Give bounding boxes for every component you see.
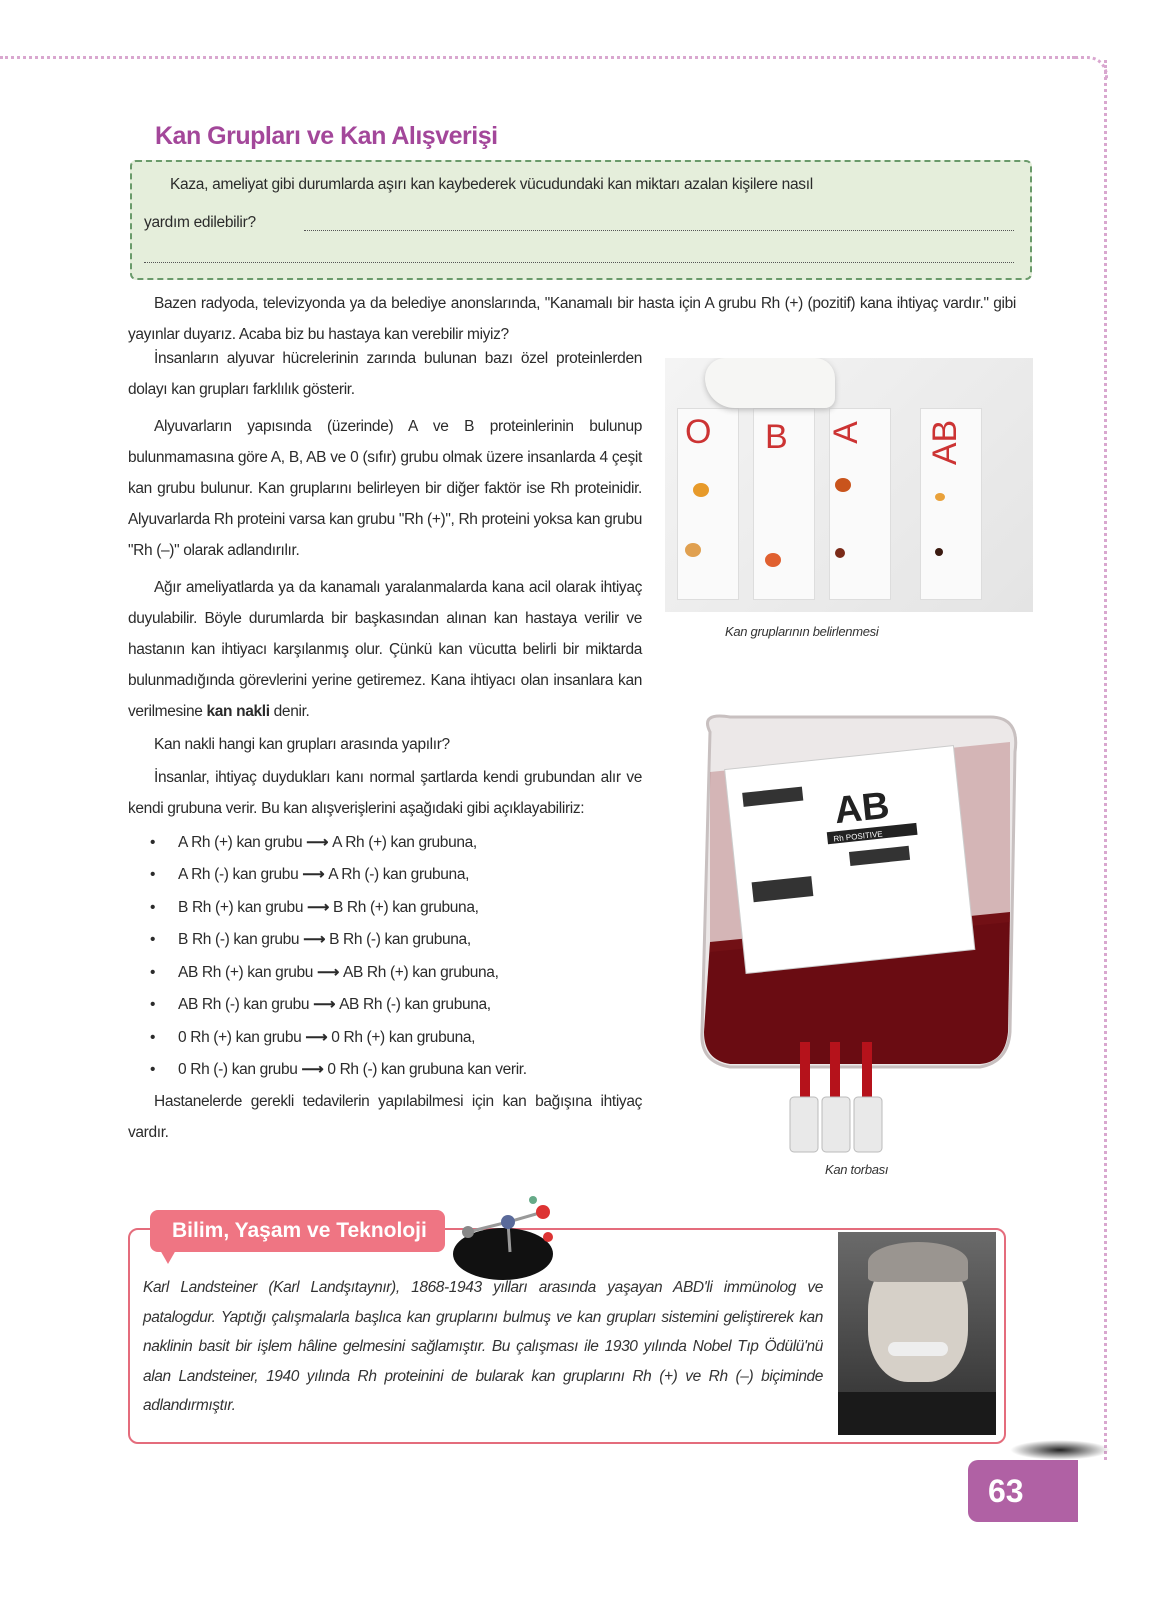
bullet-icon: • — [150, 898, 156, 916]
arrow-right-icon: ⟶ — [313, 996, 336, 1014]
bullet-icon: • — [150, 1061, 156, 1079]
label-a: A — [826, 421, 865, 444]
arrow-right-icon: ⟶ — [317, 963, 339, 981]
donor-group: B Rh (-) kan grubu — [178, 931, 300, 949]
blood-drop — [935, 548, 943, 556]
question-line-1: Kaza, ameliyat gibi durumlarda aşırı kan kaybederek vücudundaki kan miktarı azalan kişilere nasıl — [170, 176, 813, 193]
bullet-icon: • — [150, 833, 156, 851]
donor-group: 0 Rh (+) kan grubu — [178, 1028, 302, 1046]
answer-line[interactable] — [304, 230, 1014, 231]
label-o: O — [685, 413, 712, 451]
closing-paragraph: Hastanelerde gerekli tedavilerin yapılabilmesi için kan bağışına ihtiyaç vardır. — [128, 1093, 642, 1141]
question-line-2: yardım edilebilir? — [144, 214, 256, 231]
label-b: B — [765, 418, 788, 456]
bag-sublabel: Rh POSITIVE — [833, 829, 884, 844]
bold-term: kan nakli — [206, 703, 270, 720]
box-title: Bilim, Yaşam ve Teknoloji — [150, 1210, 445, 1252]
section-title: Kan Grupları ve Kan Alışverişi — [155, 122, 498, 150]
list-intro: İnsanlar, ihtiyaç duydukları kanı normal şartlarda kendi grubundan alır ve kendi grubuna verir. Bu kan alışverişlerini aşağıdaki gibi açıklayabiliriz: — [128, 769, 642, 817]
portrait-mustache — [888, 1342, 948, 1356]
page-border-top — [0, 56, 1075, 59]
intro-paragraph: Bazen radyoda, televizyonda ya da belediye anonslarında, "Kanamalı bir hasta için A grubu Rh (+) (pozitif) kana ihtiyaç vardır." gibi yayınlar duyarız. Acaba biz bu hastaya kan verebilir miyiz? — [128, 295, 1016, 343]
recipient-group: A Rh (-) kan grubuna, — [328, 866, 470, 884]
blood-drop — [835, 478, 851, 492]
arrow-right-icon: ⟶ — [305, 1028, 328, 1046]
label-ab: AB — [926, 419, 965, 466]
arrow-right-icon: ⟶ — [306, 833, 329, 851]
paragraph: İnsanların alyuvar hücrelerinin zarında bulunan bazı özel proteinlerden dolayı kan grupları farklılık gösterir. — [128, 350, 642, 398]
portrait-hair — [868, 1242, 968, 1282]
question-box — [130, 160, 1032, 280]
recipient-group: B Rh (+) kan grubuna, — [332, 898, 479, 916]
donor-group: B Rh (+) kan grubu — [178, 898, 304, 916]
answer-line[interactable] — [144, 262, 1014, 263]
transfusion-item — [128, 826, 642, 859]
blood-bag-photo — [690, 712, 1025, 1157]
donor-group: A Rh (+) kan grubu — [178, 833, 303, 851]
donor-group: AB Rh (-) kan grubu — [178, 996, 310, 1014]
molecule-icon — [448, 1192, 573, 1282]
blood-typing-photo — [665, 358, 1033, 612]
arrow-right-icon: ⟶ — [301, 1061, 324, 1079]
blood-drop — [835, 548, 845, 558]
gloved-hand — [705, 358, 835, 408]
page-border-right — [1104, 60, 1107, 1460]
recipient-group: 0 Rh (+) kan grubuna, — [331, 1028, 476, 1046]
recipient-group: 0 Rh (-) kan grubuna kan verir. — [327, 1061, 527, 1079]
arrow-right-icon: ⟶ — [307, 898, 329, 916]
paragraph — [128, 572, 642, 727]
arrow-right-icon: ⟶ — [303, 931, 326, 949]
tab-shadow — [1010, 1440, 1110, 1460]
transfusion-item — [128, 891, 642, 924]
transfusion-item — [128, 989, 642, 1022]
donor-group: AB Rh (+) kan grubu — [178, 963, 314, 981]
tab-tail — [160, 1250, 176, 1264]
figure1-caption: Kan gruplarının belirlenmesi — [725, 624, 879, 639]
paragraph-suffix: denir. — [269, 703, 310, 720]
donor-group: 0 Rh (-) kan grubu — [178, 1061, 298, 1079]
transfusion-item — [128, 956, 642, 989]
bag-label: AB — [832, 784, 892, 833]
blood-drop — [765, 553, 781, 567]
figure2-caption: Kan torbası — [825, 1162, 889, 1177]
recipient-group: AB Rh (-) kan grubuna, — [339, 996, 491, 1014]
main-column — [128, 343, 642, 1148]
intro-block — [128, 288, 1016, 350]
paragraph-text: Ağır ameliyatlarda ya da kanamalı yaralanmalarda kana acil olarak ihtiyaç duyulabilir. Böyle durumlarda bir başkasından alınan kan hastaya verilir ve hastanın kan ihtiyacı karşılanmış olur. Çünkü kan vücutta belirli bir miktarda bulunmadığında görevlerini yerine getiremez. Kana ihtiyacı olan insanlara kan verilmesine — [128, 579, 642, 720]
blood-drop — [685, 543, 701, 557]
transfusion-item — [128, 924, 642, 957]
transfusion-item — [128, 859, 642, 892]
portrait-suit — [838, 1392, 996, 1435]
arrow-right-icon: ⟶ — [302, 866, 325, 884]
transfusion-item — [128, 1054, 642, 1087]
donor-group: A Rh (-) kan grubu — [178, 866, 299, 884]
blood-drop — [693, 483, 709, 497]
bullet-icon: • — [150, 963, 156, 981]
bullet-icon: • — [150, 866, 156, 884]
blood-drop — [935, 493, 945, 501]
page-number: 63 — [968, 1460, 1078, 1522]
bullet-icon: • — [150, 1028, 156, 1046]
question-line: Kan nakli hangi kan grupları arasında yapılır? — [154, 736, 450, 753]
recipient-group: A Rh (+) kan grubuna, — [332, 833, 477, 851]
landsteiner-portrait — [838, 1232, 996, 1435]
recipient-group: B Rh (-) kan grubuna, — [329, 931, 471, 949]
transfusion-list — [128, 826, 642, 1086]
paragraph: Alyuvarların yapısında (üzerinde) A ve B proteinlerinin bulunup bulunmamasına göre A, B, AB ve 0 (sıfır) grubu olmak üzere insanlarda 4 çeşit kan grubu bulunur. Kan gruplarını belirleyen bir diğer faktör ise Rh proteinidir. Alyuvarlarda Rh proteini varsa kan grubu "Rh (+)", Rh proteini yoksa kan grubu "Rh (–)" olarak adlandırılır. — [128, 418, 642, 559]
transfusion-item — [128, 1021, 642, 1054]
box-text: Karl Landsteiner (Karl Landşıtaynır), 1868-1943 yılları arasında yaşayan ABD'li immünolog ve patalogdur. Yaptığı çalışmalarla başlıca kan gruplarını bulmuş ve kan grupları sistemini geliştirerek kan naklinin basit bir işlem hâline gelmesini sağlamıştır. Bu çalışması ile 1930 yılında Nobel Tıp Ödülü'nü alan Landsteiner, 1940 yılında Rh proteinini de bularak kan gruplarını Rh (+) ve Rh (–) biçiminde adlandırmıştır. — [143, 1279, 823, 1414]
bullet-icon: • — [150, 931, 156, 949]
bullet-icon: • — [150, 996, 156, 1014]
recipient-group: AB Rh (+) kan grubuna, — [342, 963, 499, 981]
